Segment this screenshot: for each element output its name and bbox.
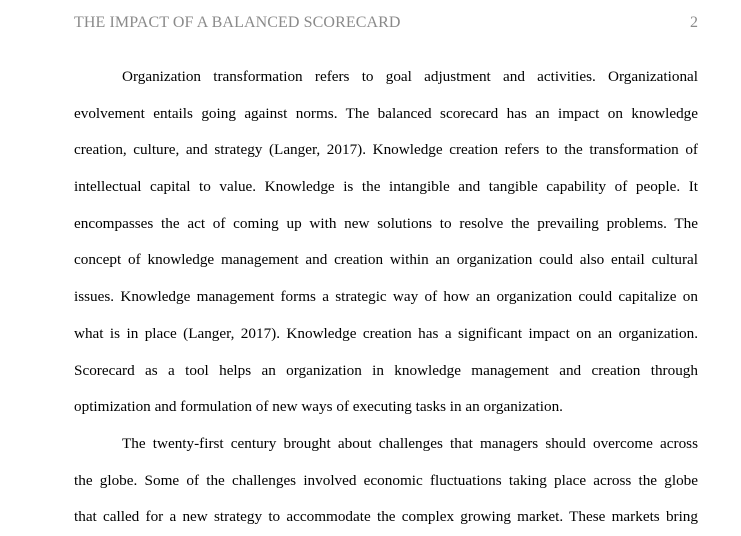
- running-head: [74, 12, 698, 34]
- paragraph-line: Organization transformation refers to goal adjustment and activities. Organizational: [122, 68, 698, 85]
- paragraph-1: [74, 59, 698, 426]
- paragraph-line: encompasses the act of coming up with new solutions to resolve the prevailing problems. The: [74, 214, 698, 232]
- paragraph-line: The twenty-first century brought about challenges that managers should overcome across: [122, 434, 698, 452]
- paragraph-line: evolvement entails going against norms. The balanced scorecard has an impact on knowledge: [74, 104, 698, 122]
- running-title: THE IMPACT OF A BALANCED SCORECARD: [74, 14, 401, 31]
- page-number: 2: [690, 14, 698, 31]
- paragraph-line: Scorecard as a tool helps an organization in knowledge management and creation through: [74, 361, 698, 379]
- paragraph-line: creation, culture, and strategy (Langer, 2017). Knowledge creation refers to the transformation of: [74, 141, 698, 159]
- paragraph-line: intellectual capital to value. Knowledge is the intangible and tangible capability of people. It: [74, 178, 698, 196]
- paragraph-line: issues. Knowledge management forms a strategic way of how an organization could capitalize on: [74, 288, 698, 306]
- body-text: [74, 59, 698, 536]
- paragraph-line: what is in place (Langer, 2017). Knowledge creation has a significant impact on an organization.: [74, 324, 698, 342]
- paragraph-line: concept of knowledge management and creation within an organization could also entail cultural: [74, 251, 698, 269]
- paragraph-line: optimization and formulation of new ways of executing tasks in an organization.: [74, 398, 563, 416]
- paragraph-line: that called for a new strategy to accommodate the complex growing market. These markets bring: [74, 508, 698, 526]
- paragraph-2: [74, 426, 698, 536]
- paragraph-line: the globe. Some of the challenges involved economic fluctuations taking place across the globe: [74, 471, 698, 489]
